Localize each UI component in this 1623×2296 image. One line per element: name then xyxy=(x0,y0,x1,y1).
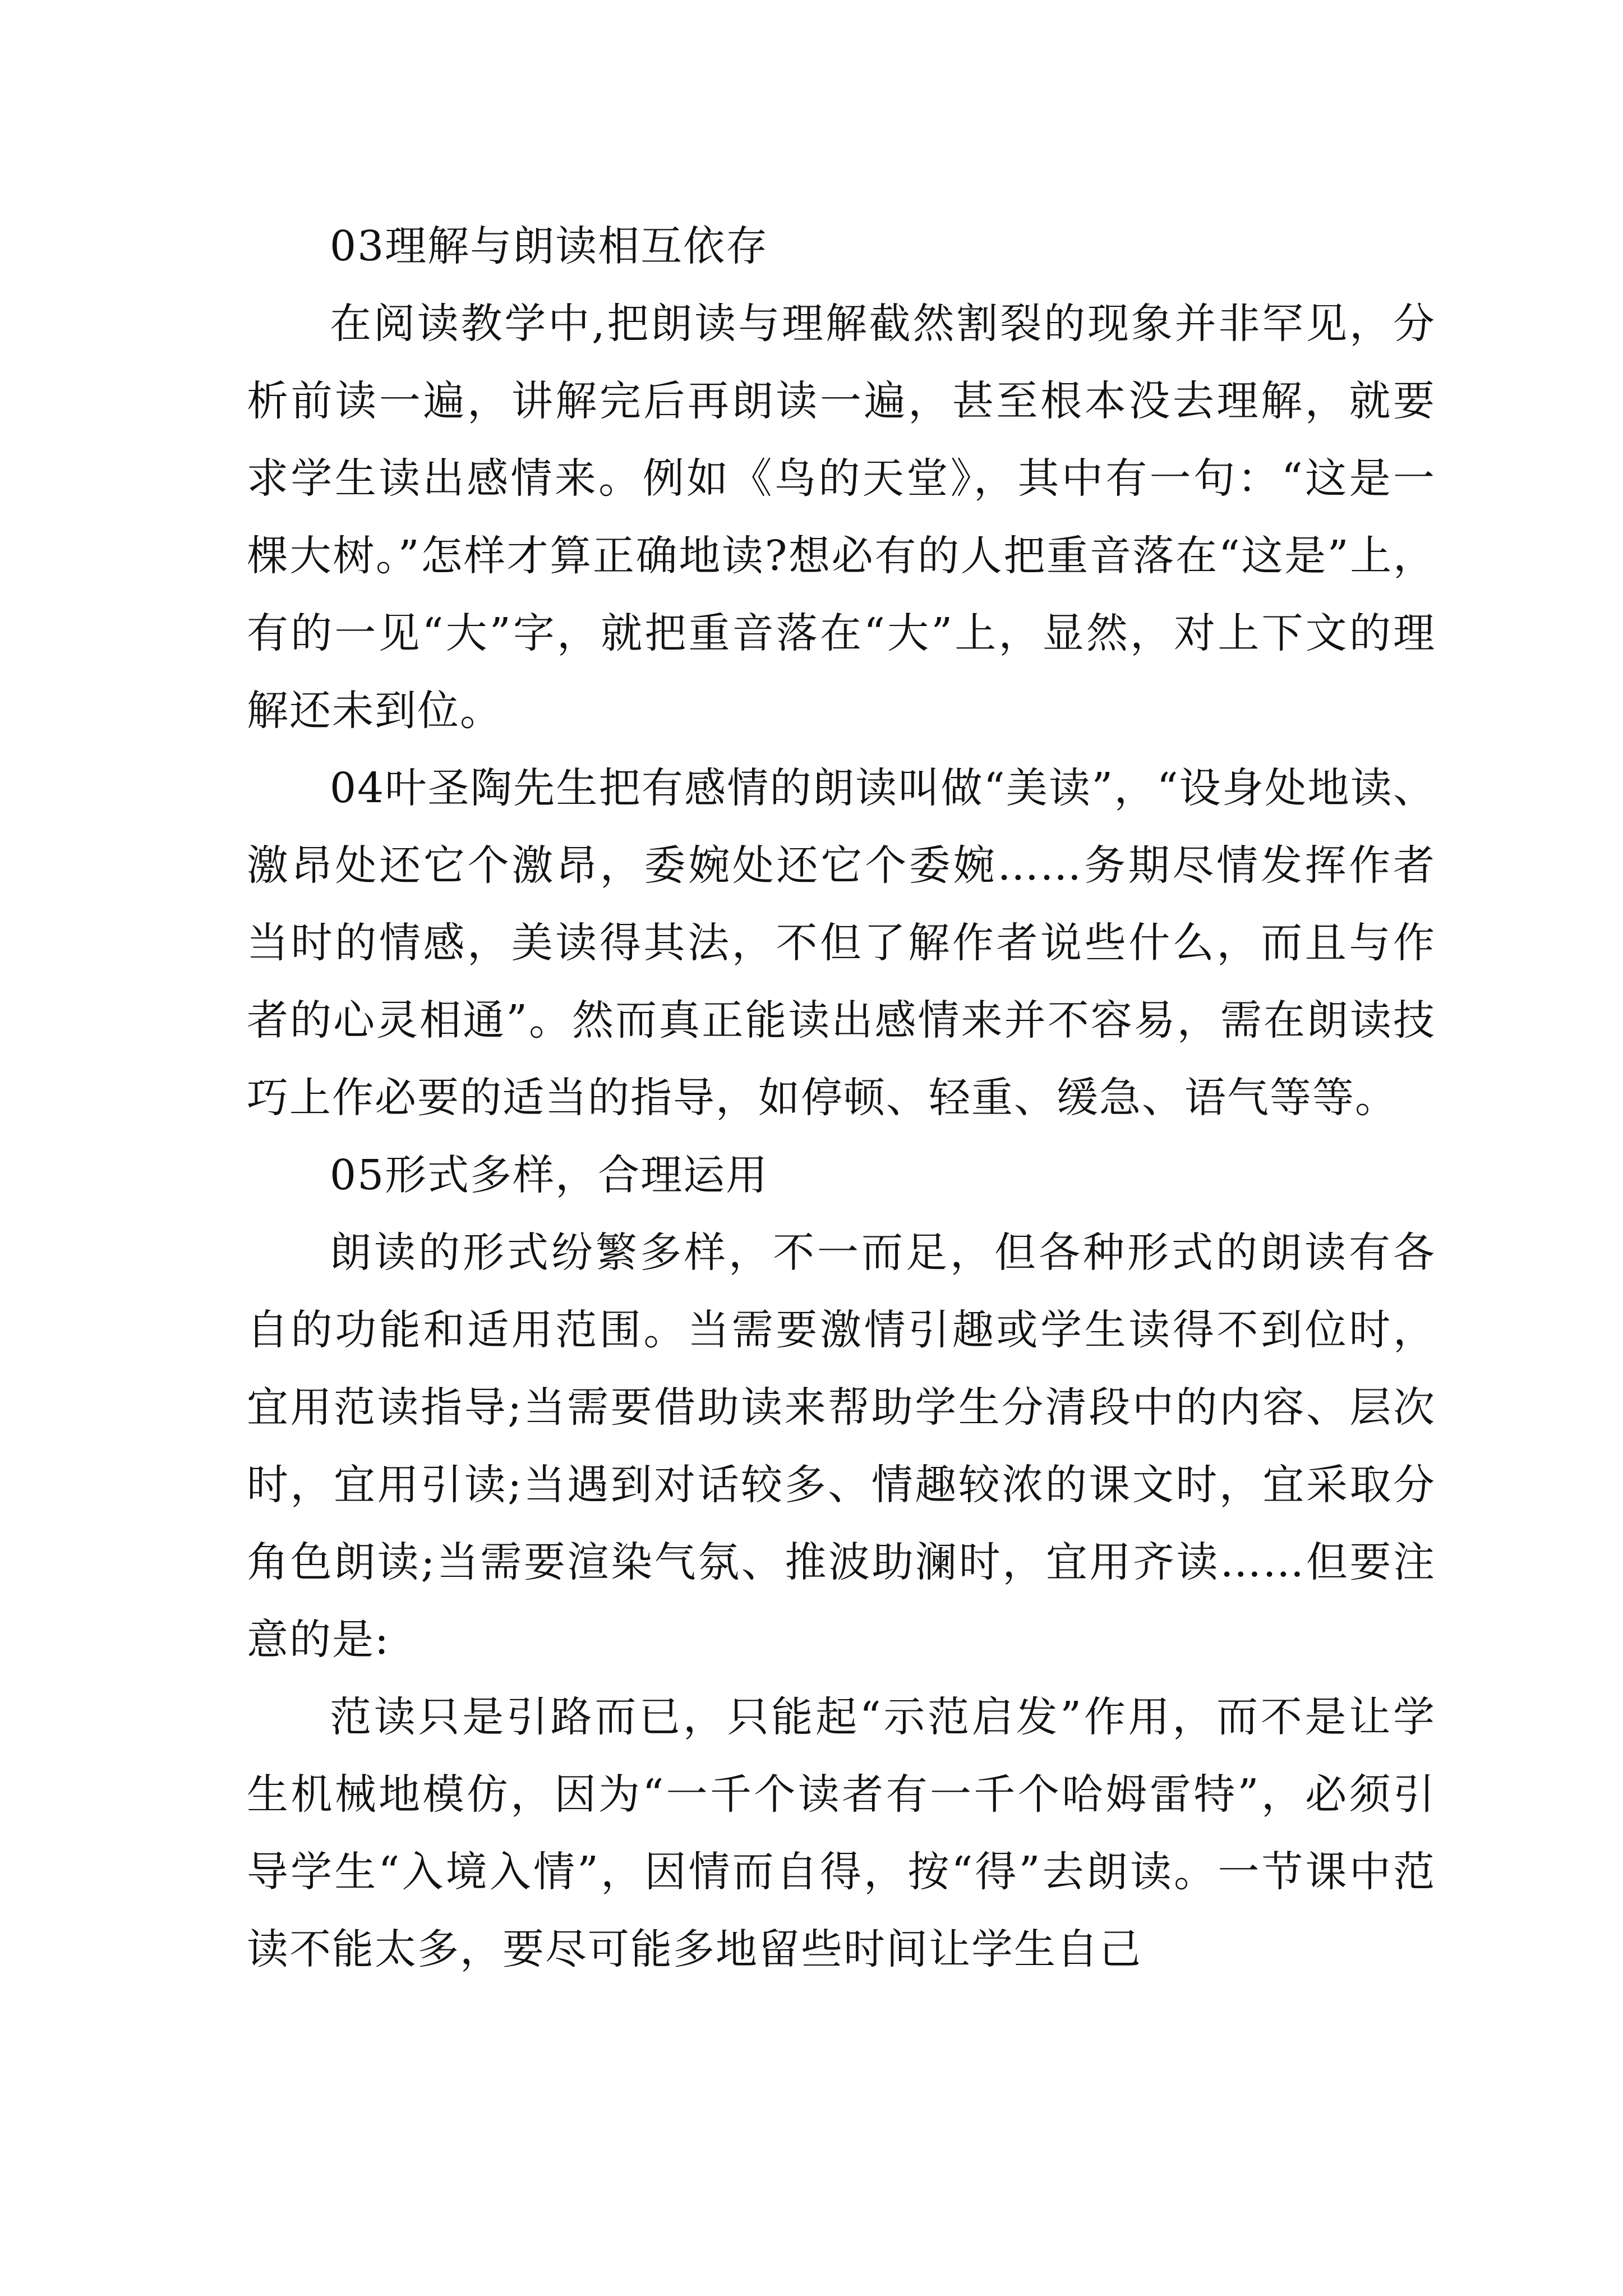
document-body xyxy=(247,208,1436,1988)
section-heading-03: 03理解与朗读相互依存 xyxy=(330,222,769,270)
section-heading-05: 05形式多样，合理运用 xyxy=(330,1151,769,1199)
paragraph-reading-understanding: 在阅读教学中,把朗读与理解截然割裂的现象并非罕见，分析前读一遍，讲解完后再朗读一遍，甚至根本没去理解，就要求学生读出感情来。例如《鸟的天堂》，其中有一句：“这是一棵大树。”怎样才算正确地读?想必有的人把重音落在“这是”上，有的一见“大”字，就把重音落在“大”上，显然，对上下文的理解还未到位。 xyxy=(247,300,1436,735)
paragraph-reading-forms: 朗读的形式纷繁多样，不一而足，但各种形式的朗读有各自的功能和适用范围。当需要激情引趣或学生读得不到位时，宜用范读指导;当需要借助读来帮助学生分清段中的内容、层次时，宜用引读;当遇到对话较多、情趣较浓的课文时，宜采取分角色朗读;当需要渲染气氛、推波助澜时，宜用齐读……但要注意的是: xyxy=(247,1228,1436,1664)
paragraph-ye-shengtao: 04叶圣陶先生把有感情的朗读叫做“美读”，“设身处地读、激昂处还它个激昂，委婉处还它个委婉……务期尽情发挥作者当时的情感，美读得其法，不但了解作者说些什么，而且与作者的心灵相通”。然而真正能读出感情来并不容易，需在朗读技巧上作必要的适当的指导，如停顿、轻重、缓急、语气等等。 xyxy=(247,764,1436,1122)
paragraph-model-reading: 范读只是引路而已，只能起“示范启发”作用，而不是让学生机械地模仿，因为“一千个读者有一千个哈姆雷特”，必须引导学生“入境入情”，因情而自得，按“得”去朗读。一节课中范读不能太多，要尽可能多地留些时间让学生自己 xyxy=(247,1693,1436,1973)
